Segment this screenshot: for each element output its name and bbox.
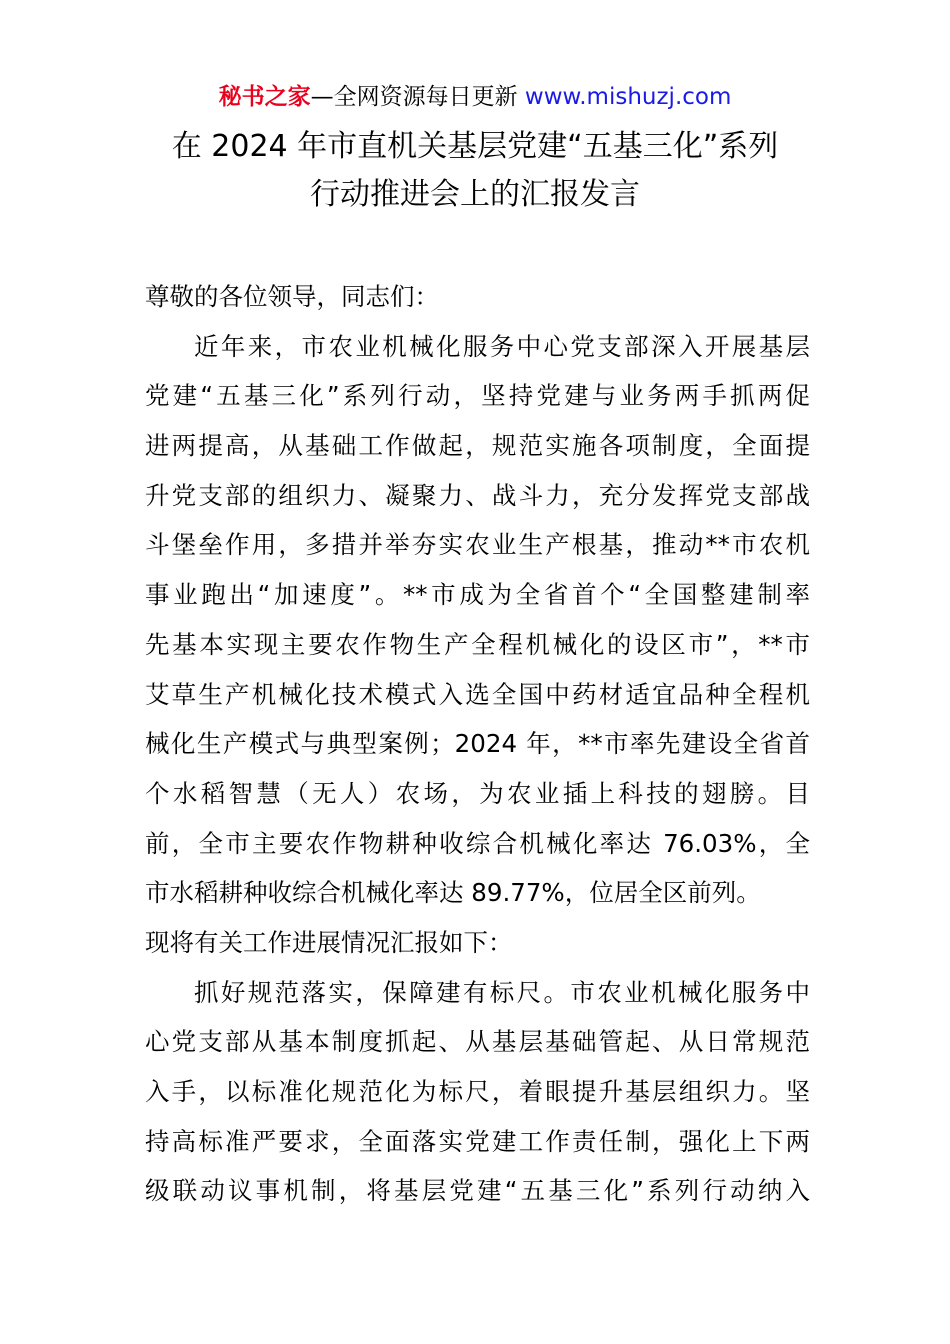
document-body: [145, 272, 810, 1216]
salutation: 尊敬的各位领导，同志们：: [145, 282, 439, 311]
paragraph-1-line: 现将有关工作进展情况汇报如下：: [145, 927, 513, 957]
paragraph-1-line: 党建“五基三化”系列行动，坚持党建与业务两手抓两促: [145, 381, 810, 411]
paragraph-2-line: 持高标准严要求，全面落实党建工作责任制，强化上下两: [145, 1126, 810, 1156]
paragraph-2-line: 级联动议事机制，将基层党建“五基三化”系列行动纳入: [145, 1176, 810, 1206]
site-url-link[interactable]: www.mishuzj.com: [524, 84, 732, 110]
site-brand: 秘书之家: [218, 84, 311, 110]
paragraph-1-line: 艾草生产机械化技术模式入选全国中药材适宜品种全程机: [145, 679, 810, 709]
site-header: [0, 80, 950, 114]
paragraph-2-line: 心党支部从基本制度抓起、从基层基础管起、从日常规范: [145, 1027, 810, 1057]
title-line-1: 在 2024 年市直机关基层党建“五基三化”系列: [171, 129, 779, 164]
paragraph-1-line: 前，全市主要农作物耕种收综合机械化率达 76.03%，全: [145, 828, 810, 858]
paragraph-1-line: 进两提高，从基础工作做起，规范实施各项制度，全面提: [145, 431, 810, 461]
paragraph-1-line: 械化生产模式与典型案例；2024 年，**市率先建设全省首: [145, 729, 810, 759]
paragraph-1-line: 个水稻智慧（无人）农场，为农业插上科技的翅膀。目: [145, 778, 810, 808]
paragraph-1-line: 市水稻耕种收综合机械化率达 89.77%，位居全区前列。: [145, 878, 761, 908]
paragraph-1-line: 升党支部的组织力、凝聚力、战斗力，充分发挥党支部战: [145, 480, 810, 510]
paragraph-2-line: 抓好规范落实，保障建有标尺。市农业机械化服务中: [194, 977, 810, 1007]
paragraph-1-line: 斗堡垒作用，多措并举夯实农业生产根基，推动**市农机: [145, 530, 810, 560]
paragraph-1-line: 事业跑出“加速度”。**市成为全省首个“全国整建制率: [145, 580, 810, 610]
document-title: [100, 123, 850, 219]
title-line-2: 行动推进会上的汇报发言: [310, 177, 640, 212]
paragraph-1-line: 先基本实现主要农作物生产全程机械化的设区市”，**市: [145, 629, 810, 659]
paragraph-1-line: 近年来，市农业机械化服务中心党支部深入开展基层: [194, 331, 810, 361]
site-tagline: —全网资源每日更新: [310, 84, 518, 110]
paragraph-2-line: 入手，以标准化规范化为标尺，着眼提升基层组织力。坚: [145, 1077, 810, 1106]
